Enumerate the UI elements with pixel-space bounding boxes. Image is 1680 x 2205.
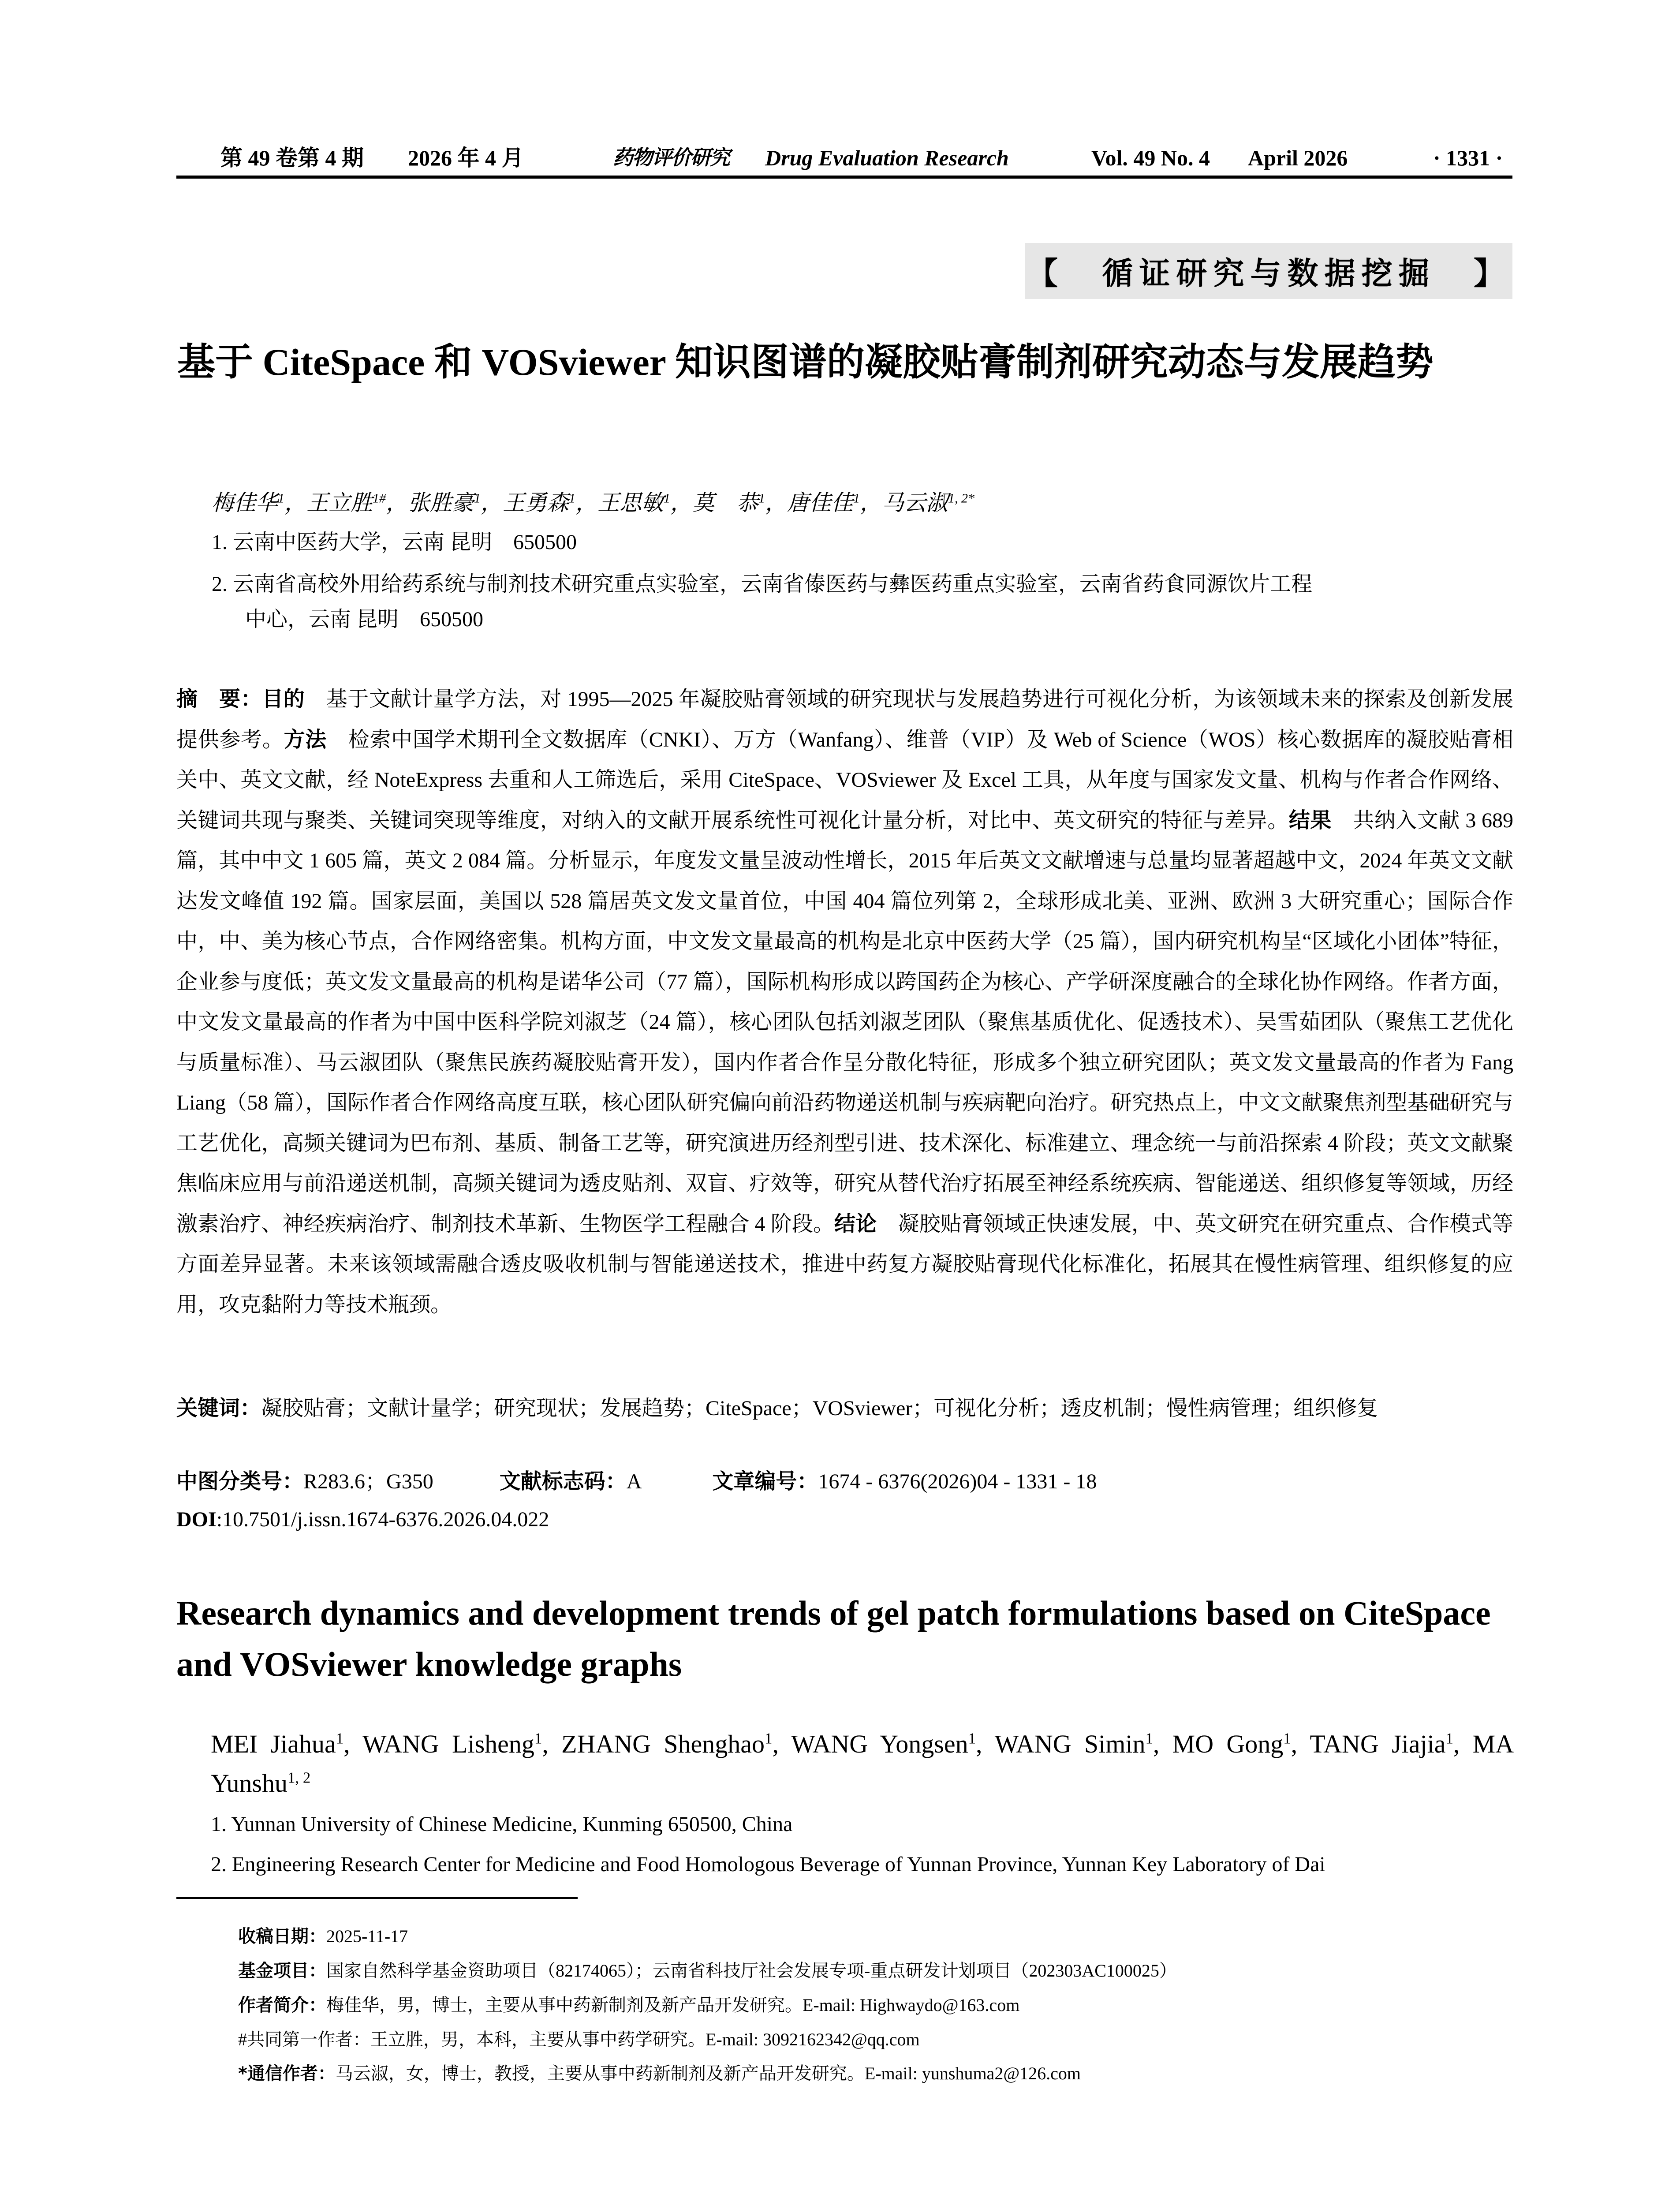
author: WANG Lisheng$^1$ bbox=[362, 1730, 542, 1758]
results-text: 共纳入文献 3 689 篇，其中中文 1 605 篇，英文 2 084 篇。分析显示，年度发文量呈波动性增长，2015 年后英文文献增速与总量均显著超越中文，2024 年英文文献达发文峰值 192 篇。国家层面，美国以 528 篇居英文发文量首位，中国 404 篇位列第 2，全球形成北美、亚洲、欧洲 3 大研究重心；国际合作中，中、美为核心节点，合作网络密集。机构方面，中文发文量最高的机构是北京中医药大学（25 篇），国内研究机构呈“区域化小团体”特征，企业参与度低；英文发文量最高的机构是诺华公司（77 篇），国际机构形成以跨国药企为核心、产学研深度融合的全球化协作网络。作者方面，中文发文量最高的作者为中国中医科学院刘淑芝（24 篇），核心团队包括刘淑芝团队（聚焦基质优化、促透技术）、吴雪茹团队（聚焦工艺优化与质量标准）、马云淑团队（聚焦民族药凝胶贴膏开发），国内作者合作呈分散化特征，形成多个独立研究团队；英文发文量最高的作者为 Fang Liang（58 篇），国际作者合作网络高度互联，核心团队研究偏向前沿药物递送机制与疾病靶向治疗。研究热点上，中文文献聚焦剂型基础研究与工艺优化，高频关键词为巴布剂、基质、制备工艺等，研究演进历经剂型引进、技术深化、标准建立、理念统一与前沿探索 4 阶段；英文文献聚焦临床应用与前沿递送机制，高频关键词为透皮贴剂、双盲、疗效等，研究从替代治疗拓展至神经系统疾病、智能递送、组织修复等领域，历经激素治疗、神经疾病治疗、制剂技术革新、生物医学工程融合 4 阶段。 bbox=[176, 808, 1513, 1236]
keywords-value: 凝胶贴膏；文献计量学；研究现状；发展趋势；CiteSpace；VOSviewer；可视化分析；透皮机制；慢性病管理；组织修复 bbox=[261, 1397, 1378, 1420]
article-title-en: Research dynamics and development trends of gel patch formulations based on CiteSpace and VOSviewer knowledge graphs bbox=[176, 1594, 1491, 1683]
affiliation-zh-2-line2: 中心，云南 昆明 650500 bbox=[245, 608, 484, 631]
volume-issue-en: Vol. 49 No. 4 bbox=[1091, 146, 1210, 170]
running-header bbox=[176, 140, 1512, 176]
article-number-label: 文章编号： bbox=[712, 1469, 818, 1494]
methods-text: 检索中国学术期刊全文数据库（CNKI）、万方（Wanfang）、维普（VIP）及 Web of Science（WOS）核心数据库的凝胶贴膏相关中、英文文献，经 NoteExpress 去重和人工筛选后，采用 CiteSpace、VOSviewer 及 Excel 工具，从年度与国家发文量、机构与作者合作网络、关键词共现与聚类、关键词突现等维度，对纳入的文献开展系统性可视化计量分析，对比中、英文研究的特征与差异。 bbox=[176, 728, 1513, 832]
affiliation-zh-2-line1: 2. 云南省高校外用给药系统与制剂技术研究重点实验室，云南省傣医药与彝医药重点实验室，云南省药食同源饮片工程 bbox=[212, 572, 1313, 596]
author: MEI Jiahua$^1$ bbox=[211, 1730, 344, 1758]
date-zh: 2026 年 4 月 bbox=[408, 146, 524, 170]
footnote-author-bio: 作者简介：梅佳华，男，博士，主要从事中药新制剂及新产品开发研究。E-mail: Highwaydo@163.com bbox=[238, 1995, 1020, 2015]
footnotes bbox=[238, 1919, 1517, 2091]
author: 梅佳华$^1$ bbox=[212, 490, 284, 515]
doi-line bbox=[176, 1502, 1513, 1538]
author: MO Gong$^1$ bbox=[1172, 1730, 1291, 1758]
doc-code-label: 文献标志码： bbox=[499, 1469, 627, 1494]
author: 唐佳佳$^1$ bbox=[787, 490, 860, 515]
author: ZHANG Shenghao$^1$ bbox=[561, 1730, 773, 1758]
affiliation-en-1: 1. Yunnan University of Chinese Medicine, Kunming 650500, China bbox=[211, 1813, 793, 1836]
article-title-zh: 基于 CiteSpace 和 VOSviewer 知识图谱的凝胶贴膏制剂研究动态与发展趋势 bbox=[177, 341, 1434, 383]
abstract-zh bbox=[176, 679, 1513, 1325]
author: 马云淑$^{1, 2*}$ bbox=[882, 490, 974, 515]
keywords bbox=[176, 1390, 1513, 1427]
article-number-value: 1674 - 6376(2026)04 - 1331 - 18 bbox=[818, 1470, 1097, 1493]
classification-line bbox=[176, 1463, 1513, 1500]
conclusion-text: 凝胶贴膏领域正快速发展，中、英文研究在研究重点、合作模式等方面差异显著。未来该领域需融合透皮吸收机制与智能递送技术，推进中药复方凝胶贴膏现代化标准化，拓展其在慢性病管理、组织修复的应用，攻克黏附力等技术瓶颈。 bbox=[176, 1212, 1513, 1316]
author: 王勇森$^1$ bbox=[503, 490, 575, 515]
author: WANG Yongsen$^1$ bbox=[791, 1730, 976, 1758]
author: 莫 恭$^1$ bbox=[692, 490, 765, 515]
banner-bracket-left: 【 bbox=[1027, 257, 1064, 291]
keywords-label: 关键词： bbox=[176, 1396, 261, 1420]
affiliation-zh-2 bbox=[212, 567, 1512, 637]
affiliation-zh-1: 1. 云南中医药大学，云南 昆明 650500 bbox=[212, 531, 577, 554]
abstract-label: 摘 要： bbox=[176, 687, 262, 711]
author: 王思敏$^1$ bbox=[597, 490, 670, 515]
authors-zh: 梅佳华$^1$，王立胜$^{1\#}$，张胜豪$^1$，王勇森$^1$，王思敏$^1$，莫 恭$^1$，唐佳佳$^1$，马云淑$^{1, 2*}$ bbox=[212, 490, 974, 515]
author: 王立胜$^{1\#}$ bbox=[306, 490, 386, 515]
author: TANG Jiajia$^1$ bbox=[1310, 1730, 1453, 1758]
authors-en: MEI Jiahua$^1$, WANG Lisheng$^1$, ZHANG Shenghao$^1$, WANG Yongsen$^1$, WANG Simin$^1$, MO Gong$^1$, TANG Jiajia$^1$, MA Yunshu$^{1, 2}$ bbox=[211, 1730, 1514, 1798]
section-banner bbox=[1025, 243, 1512, 299]
clc-label: 中图分类号： bbox=[176, 1469, 304, 1494]
section-label: 循证研究与数据挖掘 bbox=[1102, 257, 1436, 291]
date-en: April 2026 bbox=[1248, 146, 1348, 170]
affiliation-en-2: 2. Engineering Research Center for Medicine and Food Homologous Beverage of Yunnan Province, Yunnan Key Laboratory of Dai bbox=[211, 1853, 1325, 1876]
author: MA Yunshu$^{1, 2}$ bbox=[211, 1730, 1514, 1798]
footnote-fund: 基金项目：国家自然科学基金资助项目（82174065）；云南省科技厅社会发展专项-重点研发计划项目（202303AC100025） bbox=[238, 1961, 1177, 1981]
objective-label: 目的 bbox=[262, 687, 305, 711]
footnote-co-first-author: #共同第一作者：王立胜，男，本科，主要从事中药学研究。E-mail: 3092162342@qq.com bbox=[238, 2029, 920, 2049]
volume-issue-zh: 第 49 卷第 4 期 bbox=[220, 146, 364, 170]
doi-value[interactable]: :10.7501/j.issn.1674-6376.2026.04.022 bbox=[216, 1508, 549, 1531]
conclusion-label: 结论 bbox=[834, 1211, 877, 1236]
doi-label: DOI bbox=[176, 1508, 217, 1531]
methods-label: 方法 bbox=[284, 727, 327, 752]
footnote-rule bbox=[176, 1897, 578, 1899]
banner-bracket-right: 】 bbox=[1474, 257, 1511, 291]
doc-code-value: A bbox=[626, 1470, 642, 1493]
header-rule bbox=[176, 176, 1512, 179]
objective-text: 基于文献计量学方法，对 1995—2025 年凝胶贴膏领域的研究现状与发展趋势进行可视化分析，为该领域未来的探索及创新发展提供参考。 bbox=[176, 688, 1513, 751]
clc-value: R283.6；G350 bbox=[303, 1470, 433, 1493]
author: WANG Simin$^1$ bbox=[994, 1730, 1153, 1758]
footnote-received: 收稿日期：2025-11-17 bbox=[238, 1926, 408, 1947]
journal-logo: 药物评价研究 bbox=[613, 146, 729, 169]
author: 张胜豪$^1$ bbox=[408, 490, 481, 515]
footnote-corresponding-author: *通信作者：马云淑，女，博士，教授，主要从事中药新制剂及新产品开发研究。E-mail: yunshuma2@126.com bbox=[238, 2063, 1081, 2084]
journal-name-en: Drug Evaluation Research bbox=[765, 146, 1009, 170]
page-number: · 1331 · bbox=[1433, 146, 1503, 170]
results-label: 结果 bbox=[1288, 807, 1332, 833]
